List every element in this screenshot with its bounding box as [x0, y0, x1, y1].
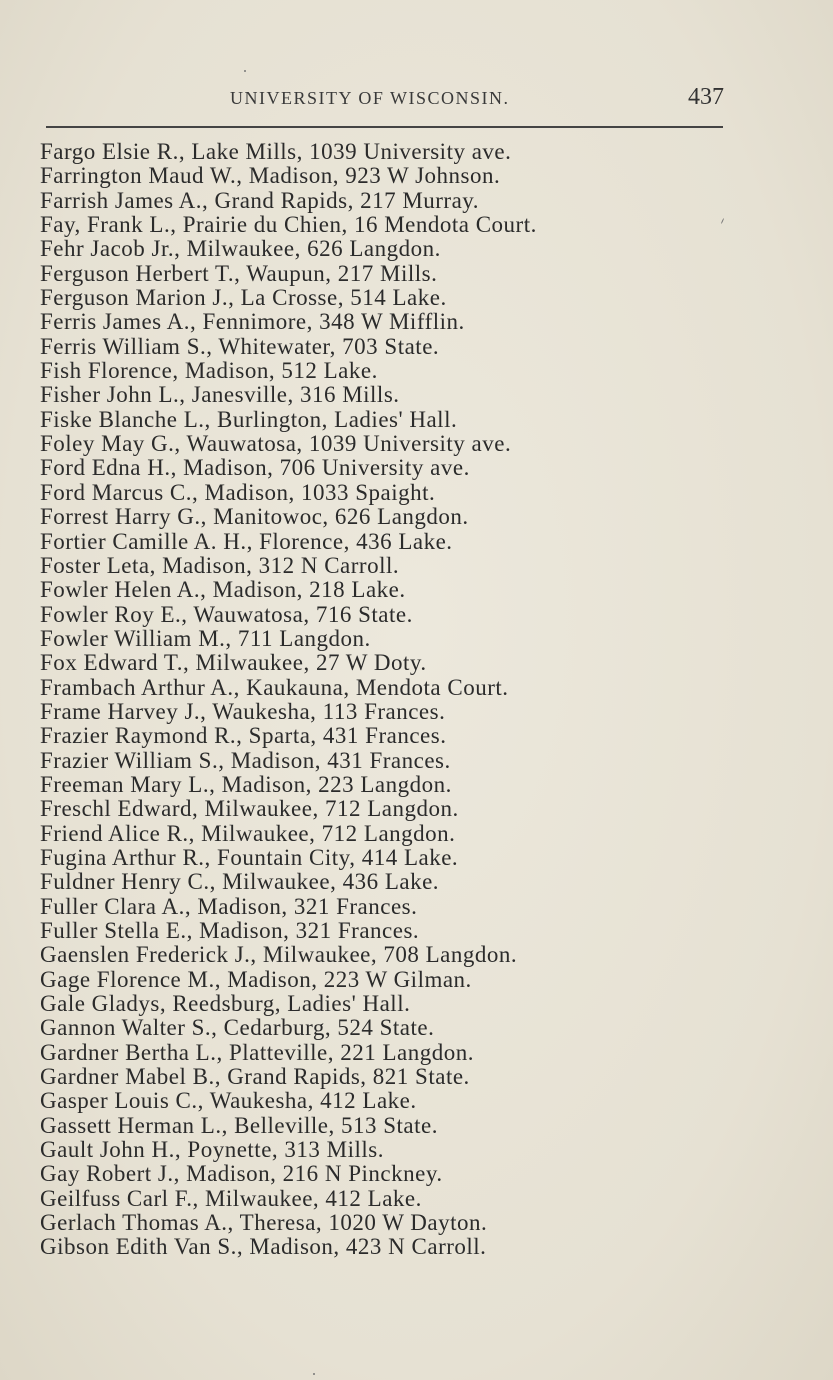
directory-entry: Gay Robert J., Madison, 216 N Pinckney. — [40, 1161, 443, 1187]
directory-entry: Farrington Maud W., Madison, 923 W Johnson. — [40, 163, 501, 189]
directory-entry: Gale Gladys, Reedsburg, Ladies' Hall. — [40, 991, 411, 1017]
directory-entry: Ford Edna H., Madison, 706 University ave. — [40, 455, 470, 481]
directory-entry: Frazier William S., Madison, 431 Frances. — [40, 747, 451, 773]
directory-entry: Farrish James A., Grand Rapids, 217 Murray. — [40, 187, 480, 213]
directory-entry: Geilfuss Carl F., Milwaukee, 412 Lake. — [40, 1185, 422, 1211]
directory-entry: Fugina Arthur R., Fountain City, 414 Lake. — [40, 844, 459, 870]
directory-entry: Fargo Elsie R., Lake Mills, 1039 University ave. — [40, 139, 512, 164]
directory-entry: Fuldner Henry C., Milwaukee, 436 Lake. — [40, 869, 440, 895]
directory-entry: Fish Florence, Madison, 512 Lake. — [40, 358, 378, 384]
directory-list — [40, 140, 820, 1260]
directory-entry: Fay, Frank L., Prairie du Chien, 16 Mendota Court. — [40, 212, 537, 238]
directory-entry: Fowler William M., 711 Langdon. — [40, 625, 371, 651]
directory-entry: Gardner Mabel B., Grand Rapids, 821 State. — [40, 1064, 470, 1090]
directory-entry: Gage Florence M., Madison, 223 W Gilman. — [40, 966, 472, 992]
directory-entry: Gannon Walter S., Cedarburg, 524 State. — [40, 1015, 435, 1041]
directory-entry: Gardner Bertha L., Platteville, 221 Langdon. — [40, 1039, 474, 1065]
directory-entry: Ferris William S., Whitewater, 703 State. — [40, 333, 440, 359]
directory-entry: Freeman Mary L., Madison, 223 Langdon. — [40, 771, 452, 797]
directory-entry: Gassett Herman L., Belleville, 513 State. — [40, 1112, 438, 1138]
directory-entry: Ferris James A., Fennimore, 348 W Mifflin. — [40, 309, 465, 335]
directory-entry: Fisher John L., Janesville, 316 Mills. — [40, 382, 400, 408]
directory-entry: Gerlach Thomas A., Theresa, 1020 W Dayton. — [40, 1210, 488, 1236]
directory-entry: Frambach Arthur A., Kaukauna, Mendota Court. — [40, 674, 509, 700]
directory-entry: Gibson Edith Van S., Madison, 423 N Carroll. — [40, 1234, 487, 1260]
directory-entry: Gasper Louis C., Waukesha, 412 Lake. — [40, 1088, 417, 1114]
running-head: UNIVERSITY OF WISCONSIN. — [230, 88, 510, 108]
directory-entry: Gault John H., Poynette, 313 Mills. — [40, 1137, 384, 1163]
directory-entry: Forrest Harry G., Manitowoc, 626 Langdon. — [40, 504, 469, 530]
directory-entry: Friend Alice R., Milwaukee, 712 Langdon. — [40, 820, 456, 846]
directory-entry: Fox Edward T., Milwaukee, 27 W Doty. — [40, 650, 427, 676]
directory-entry: Fehr Jacob Jr., Milwaukee, 626 Langdon. — [40, 236, 441, 262]
directory-entry: Fiske Blanche L., Burlington, Ladies' Hall. — [40, 406, 458, 432]
paper-speck — [244, 70, 246, 72]
directory-entry: Foster Leta, Madison, 312 N Carroll. — [40, 552, 400, 578]
directory-entry: Foley May G., Wauwatosa, 1039 University ave. — [40, 431, 512, 457]
directory-entry: Fortier Camille A. H., Florence, 436 Lake. — [40, 528, 453, 554]
directory-entry: Ford Marcus C., Madison, 1033 Spaight. — [40, 479, 436, 505]
directory-entry: Fowler Helen A., Madison, 218 Lake. — [40, 577, 406, 603]
directory-entry: Frazier Raymond R., Sparta, 431 Frances. — [40, 723, 447, 749]
directory-entry: Ferguson Marion J., La Crosse, 514 Lake. — [40, 285, 447, 311]
directory-entry: Ferguson Herbert T., Waupun, 217 Mills. — [40, 260, 438, 286]
paper-speck — [313, 1373, 315, 1375]
directory-entry: Fowler Roy E., Wauwatosa, 716 State. — [40, 601, 413, 627]
directory-entry: Fuller Stella E., Madison, 321 Frances. — [40, 918, 420, 943]
directory-entry: Frame Harvey J., Waukesha, 113 Frances. — [40, 698, 446, 724]
directory-entry: Freschl Edward, Milwaukee, 712 Langdon. — [40, 796, 459, 822]
page-number: 437 — [688, 84, 724, 110]
directory-entry: Gaenslen Frederick J., Milwaukee, 708 Langdon. — [40, 942, 518, 968]
header-rule — [46, 126, 723, 128]
directory-entry: Fuller Clara A., Madison, 321 Frances. — [40, 893, 418, 919]
